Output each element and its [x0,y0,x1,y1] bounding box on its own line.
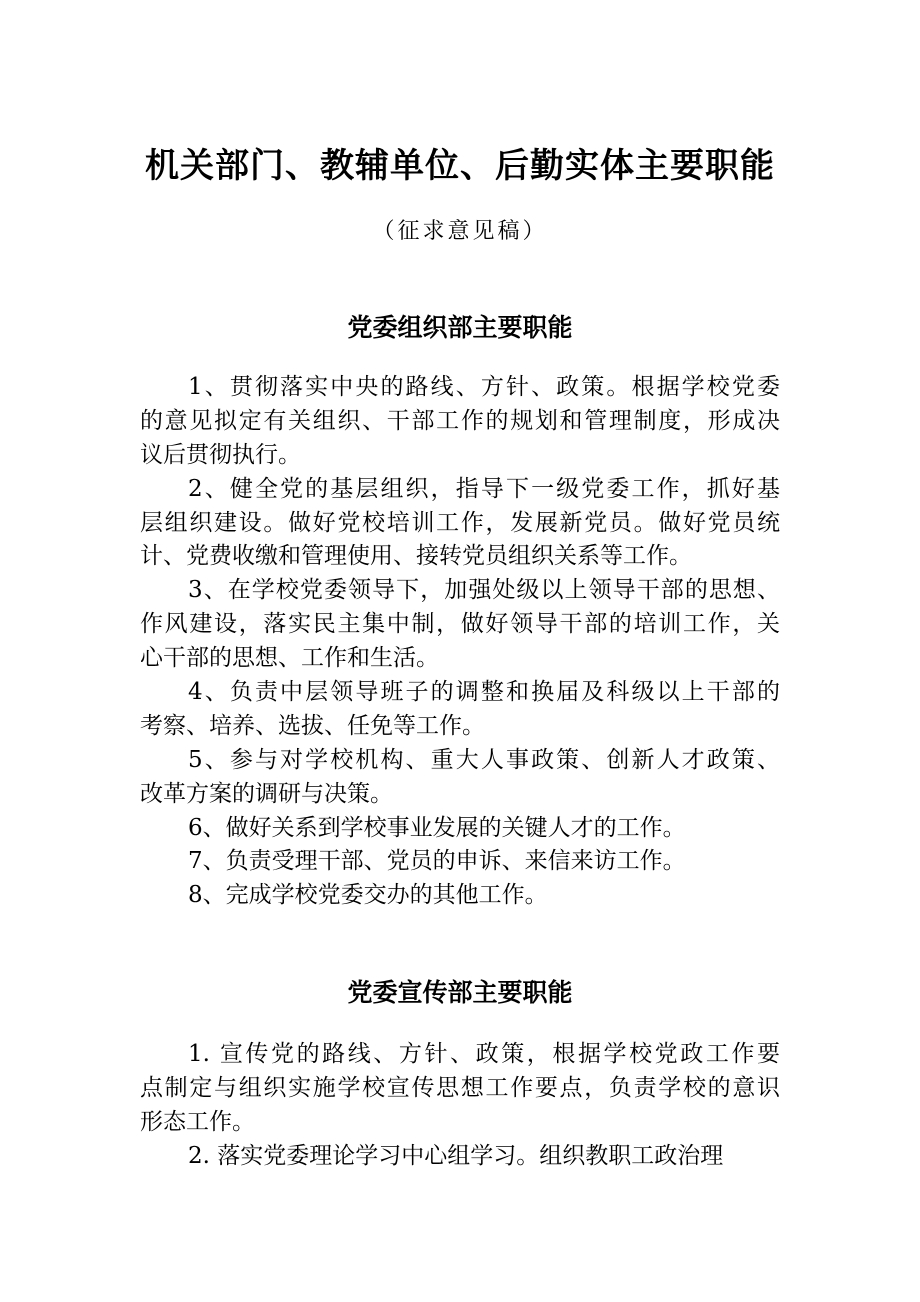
paragraph-line: 改革方案的调研与决策。 [140,780,393,807]
section-heading-organization: 党委组织部主要职能 [347,313,573,342]
paragraph-line: 7、负责受理干部、党员的申诉、来信来访工作。 [188,848,686,875]
paragraph-line: 点制定与组织实施学校宣传思想工作要点，负责学校的意识 [140,1074,780,1101]
paragraph-line: 6、做好关系到学校事业发展的关键人才的工作。 [188,814,686,841]
paragraph-line: 5、参与对学校机构、重大人事政策、创新人才政策、 [188,746,780,773]
paragraph [140,1140,780,1174]
paragraph-line: 的意见拟定有关组织、干部工作的规划和管理制度，形成决 [140,407,780,434]
paragraph [140,574,780,676]
paragraph [140,812,780,846]
paragraph-line: 心干部的思想、工作和生活。 [140,645,439,672]
paragraph-line: 形态工作。 [140,1108,255,1135]
paragraph-line: 2、健全党的基层组织，指导下一级党委工作，抓好基 [188,475,780,502]
paragraph [140,473,780,575]
section-heading-publicity: 党委宣传部主要职能 [347,978,573,1007]
paragraph-line: 计、党费收缴和管理使用、接转党员组织关系等工作。 [140,543,692,570]
paragraph [140,676,780,744]
paragraph-line: 考察、培养、选拔、任免等工作。 [140,712,485,739]
paragraph-line: 1. 宣传党的路线、方针、政策，根据学校党政工作要 [188,1041,780,1067]
paragraph [140,845,780,879]
paragraph [140,744,780,812]
section-body-publicity [140,1038,780,1174]
paragraph-line: 作风建设，落实民主集中制，做好领导干部的培训工作，关 [140,611,780,638]
paragraph [140,879,780,913]
paragraph-line: 8、完成学校党委交办的其他工作。 [188,882,548,909]
paragraph [140,1038,780,1140]
paragraph-line: 议后贯彻执行。 [140,441,301,468]
paragraph [140,371,780,473]
section-body-organization [140,371,780,913]
document-title: 机关部门、教辅单位、后勤实体主要职能 [145,146,775,186]
document-subtitle: （征求意见稿） [372,219,548,244]
paragraph-line: 1、贯彻落实中央的路线、方针、政策。根据学校党委 [188,374,780,400]
paragraph-line: 2. 落实党委理论学习中心组学习。组织教职工政治理 [188,1142,724,1169]
paragraph-line: 3、在学校党委领导下，加强处级以上领导干部的思想、 [188,577,780,604]
paragraph-line: 层组织建设。做好党校培训工作，发展新党员。做好党员统 [140,509,780,536]
paragraph-line: 4、负责中层领导班子的调整和换届及科级以上干部的 [188,679,780,706]
